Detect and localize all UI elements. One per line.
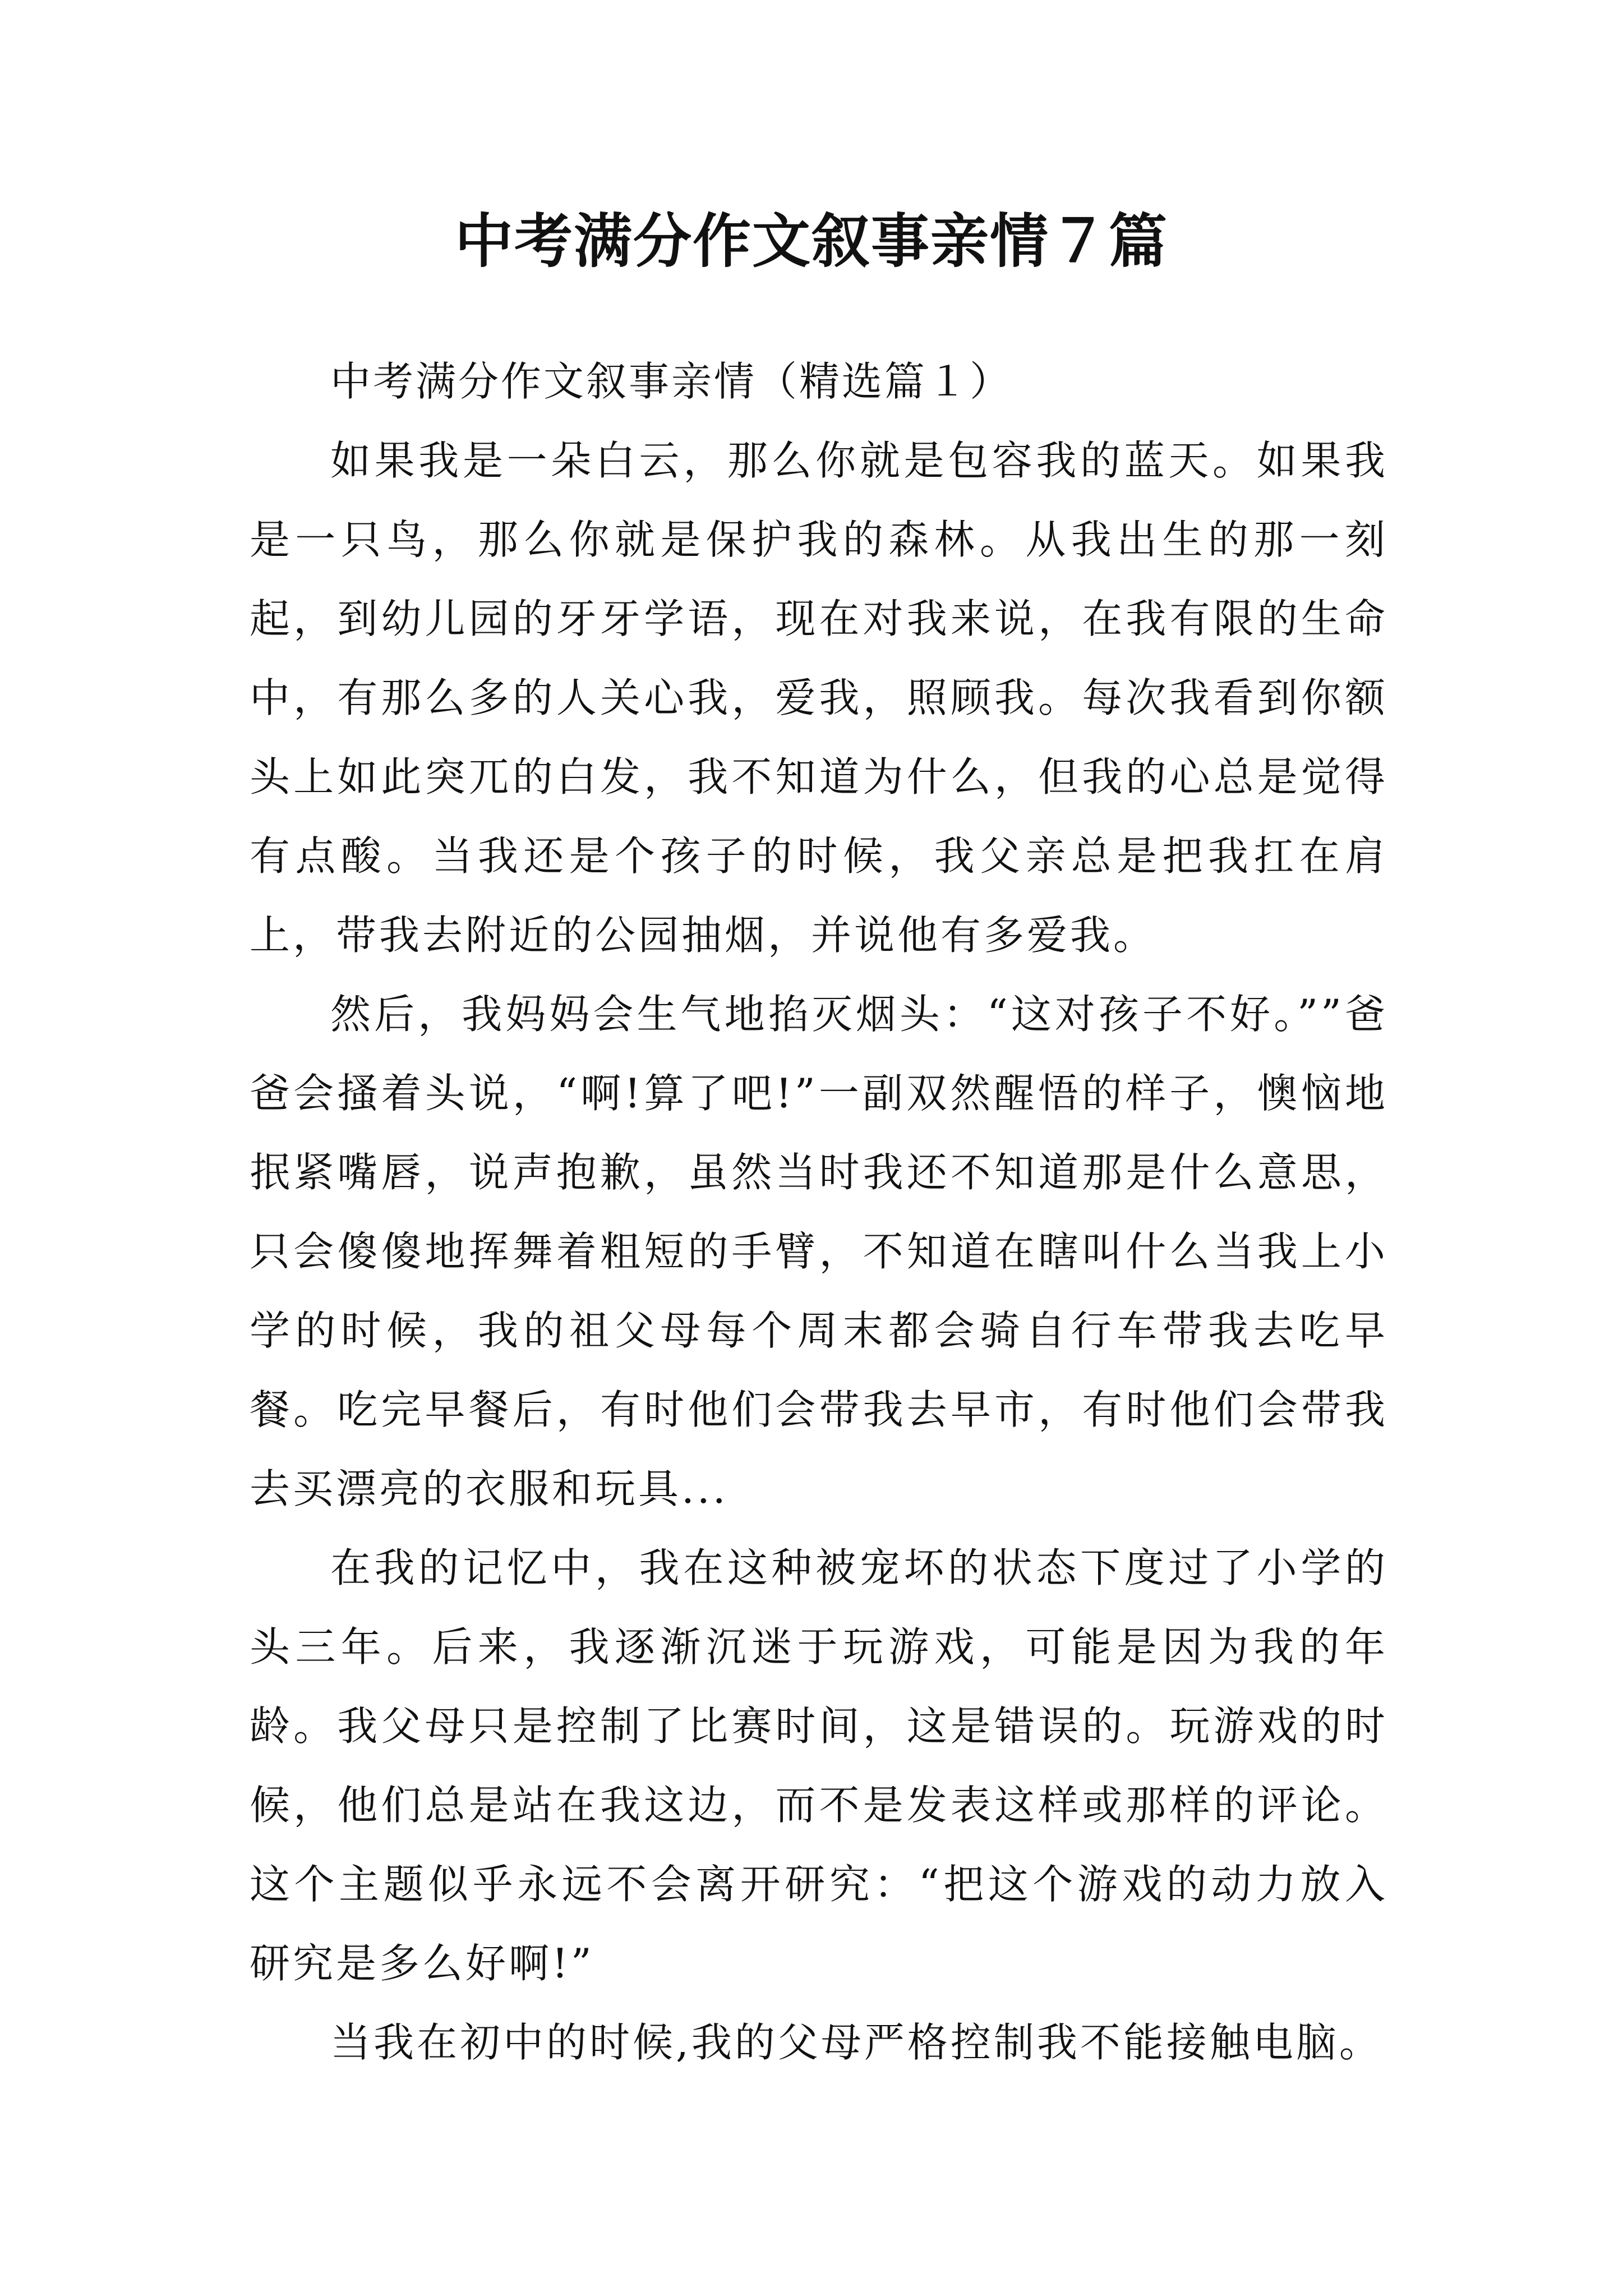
document-body [250,342,1388,2082]
paragraph-1: 如果我是一朵白云，那么你就是包容我的蓝天。如果我是一只鸟，那么你就是保护我的森林。从我出生的那一刻起，到幼儿园的牙牙学语，现在对我来说，在我有限的生命中，有那么多的人关心我，爱我，照顾我。每次我看到你额头上如此突兀的白发，我不知道为什么，但我的心总是觉得有点酸。当我还是个孩子的时候，我父亲总是把我扛在肩上，带我去附近的公园抽烟，并说他有多爱我。 [250,437,1388,959]
paragraph-2: 然后，我妈妈会生气地掐灭烟头：“这对孩子不好。””爸爸会搔着头说，“啊!算了吧!”一副双然醒悟的样子，懊恼地抿紧嘴唇，说声抱歉，虽然当时我还不知道那是什么意思，只会傻傻地挥舞着粗短的手臂，不知道在瞎叫什么当我上小学的时候，我的祖父母每个周末都会骑自行车带我去吃早餐。吃完早餐后，有时他们会带我去早市，有时他们会带我去买漂亮的衣服和玩具... [250,991,1388,1512]
document-title: 中考满分作文叙事亲情７篇 [454,206,1168,275]
paragraph-3: 在我的记忆中，我在这种被宠坏的状态下度过了小学的头三年。后来，我逐渐沉迷于玩游戏，可能是因为我的年龄。我父母只是控制了比赛时间，这是错误的。玩游戏的时候，他们总是站在我这边，而不是发表这样或那样的评论。这个主题似乎永远不会离开研究：“把这个游戏的动力放入研究是多么好啊!” [250,1544,1388,1987]
paragraph-4: 当我在初中的时候,我的父母严格控制我不能接触电脑。 [330,2019,1382,2066]
section-heading: 中考满分作文叙事亲情（精选篇１） [330,358,1013,405]
